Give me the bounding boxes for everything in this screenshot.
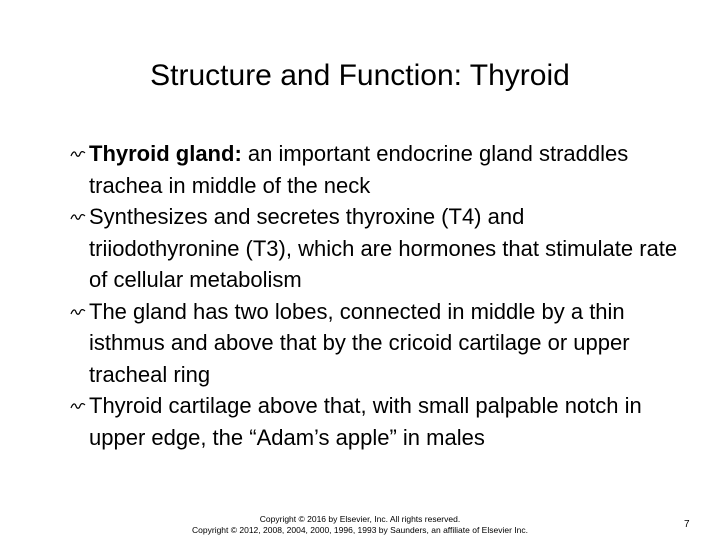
copyright-line-2: Copyright © 2012, 2008, 2004, 2000, 1996, 1993 by Saunders, an affiliate of Elsevier Inc. xyxy=(192,525,528,535)
bullet-text: an important endocrine gland straddles trachea in middle of the neck xyxy=(89,141,629,198)
slide-title: Structure and Function: Thyroid xyxy=(150,59,570,92)
bullet-lead: Thyroid gland: xyxy=(89,141,242,166)
wavy-bullet-icon xyxy=(70,401,86,411)
footer-copyright xyxy=(150,514,570,536)
bullet-item xyxy=(60,138,680,201)
wavy-bullet-icon xyxy=(70,212,86,222)
bullet-item xyxy=(60,296,680,391)
wavy-bullet-icon xyxy=(70,307,86,317)
copyright-line-1: Copyright © 2016 by Elsevier, Inc. All rights reserved. xyxy=(259,514,461,524)
wavy-bullet-icon xyxy=(70,149,86,159)
bullet-text: Thyroid cartilage above that, with small palpable notch in upper edge, the “Adam’s apple” in males xyxy=(89,393,642,450)
bullet-list xyxy=(60,138,680,453)
bullet-item xyxy=(60,201,680,296)
bullet-text: The gland has two lobes, connected in middle by a thin isthmus and above that by the cricoid cartilage or upper tracheal ring xyxy=(89,298,630,387)
bullet-item xyxy=(60,390,680,453)
page-number: 7 xyxy=(684,519,690,530)
bullet-text: Synthesizes and secretes thyroxine (T4) and triiodothyronine (T3), which are hormones that stimulate rate of cellular metabolism xyxy=(89,204,678,292)
